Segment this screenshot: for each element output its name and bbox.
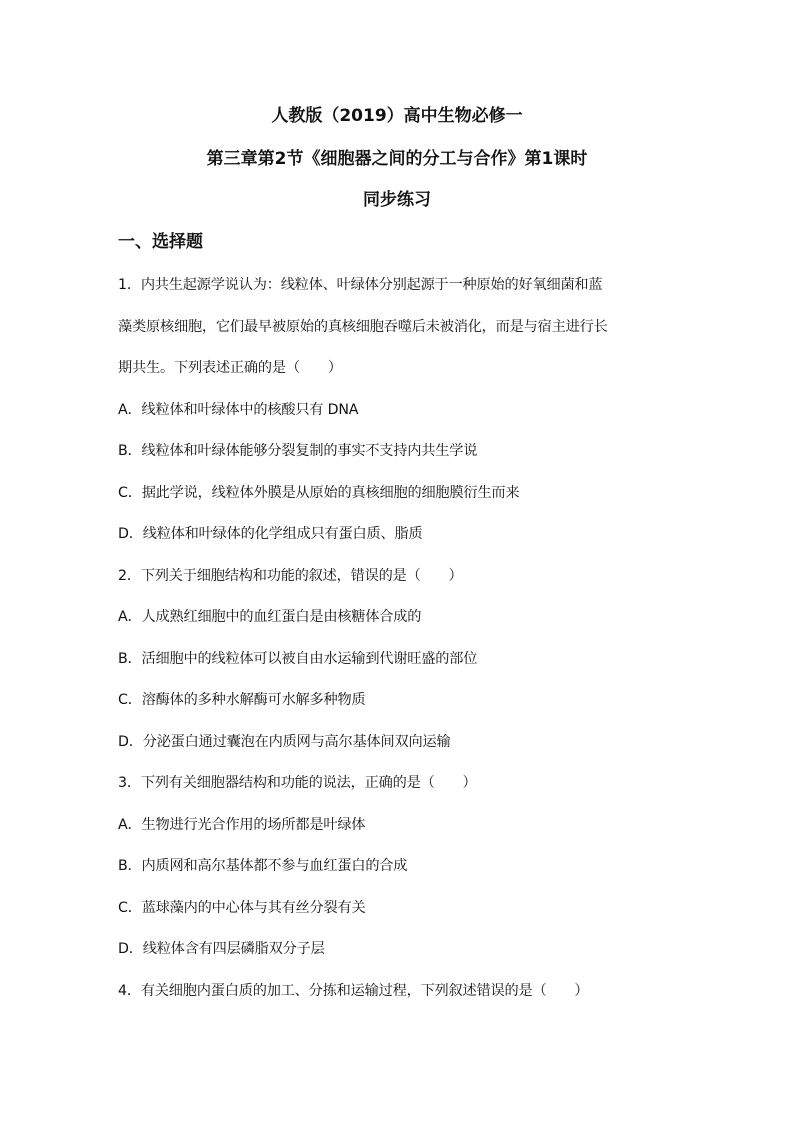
question-3-option-b: B．内质网和高尔基体都不参与血红蛋白的合成 xyxy=(118,858,408,874)
question-1-option-c: C．据此学说，线粒体外膜是从原始的真核细胞的细胞膜衍生而来 xyxy=(118,485,520,501)
question-1-stem-line-1: 1．内共生起源学说认为：线粒体、叶绿体分别起源于一种原始的好氧细菌和蓝 xyxy=(118,277,603,293)
document-title-line1: 人教版（2019）高中生物必修一 xyxy=(271,106,523,126)
question-2-option-a: A．人成熟红细胞中的血红蛋白是由核糖体合成的 xyxy=(118,609,422,625)
question-1-option-a: A．线粒体和叶绿体中的核酸只有 DNA xyxy=(118,402,359,418)
document-title-line2: 第三章第2节《细胞器之间的分工与合作》第1课时 xyxy=(206,149,588,169)
question-2-option-b: B．活细胞中的线粒体可以被自由水运输到代谢旺盛的部位 xyxy=(118,651,478,667)
question-4-stem-line-1: 4．有关细胞内蛋白质的加工、分拣和运输过程，下列叙述错误的是（ ） xyxy=(118,983,589,999)
question-1-stem-line-3: 期共生。下列表述正确的是（ ） xyxy=(118,360,342,376)
question-3-option-c: C．蓝球藻内的中心体与其有丝分裂有关 xyxy=(118,900,366,916)
question-3-option-d: D．线粒体含有四层磷脂双分子层 xyxy=(118,941,325,957)
question-3-stem-line-1: 3．下列有关细胞器结构和功能的说法，正确的是（ ） xyxy=(118,775,477,791)
section-heading: 一、选择题 xyxy=(118,232,203,252)
question-1-option-d: D．线粒体和叶绿体的化学组成只有蛋白质、脂质 xyxy=(118,526,423,542)
question-2-stem-line-1: 2．下列关于细胞结构和功能的叙述，错误的是（ ） xyxy=(118,568,463,584)
question-2-option-d: D．分泌蛋白通过囊泡在内质网与高尔基体间双向运输 xyxy=(118,734,451,750)
question-3-option-a: A．生物进行光合作用的场所都是叶绿体 xyxy=(118,817,366,833)
question-2-option-c: C．溶酶体的多种水解酶可水解多种物质 xyxy=(118,692,366,708)
document-title-line3: 同步练习 xyxy=(363,190,431,210)
question-1-stem-line-2: 藻类原核细胞，它们最早被原始的真核细胞吞噬后未被消化，而是与宿主进行长 xyxy=(118,319,608,335)
question-1-option-b: B．线粒体和叶绿体能够分裂复制的事实不支持内共生学说 xyxy=(118,443,478,459)
